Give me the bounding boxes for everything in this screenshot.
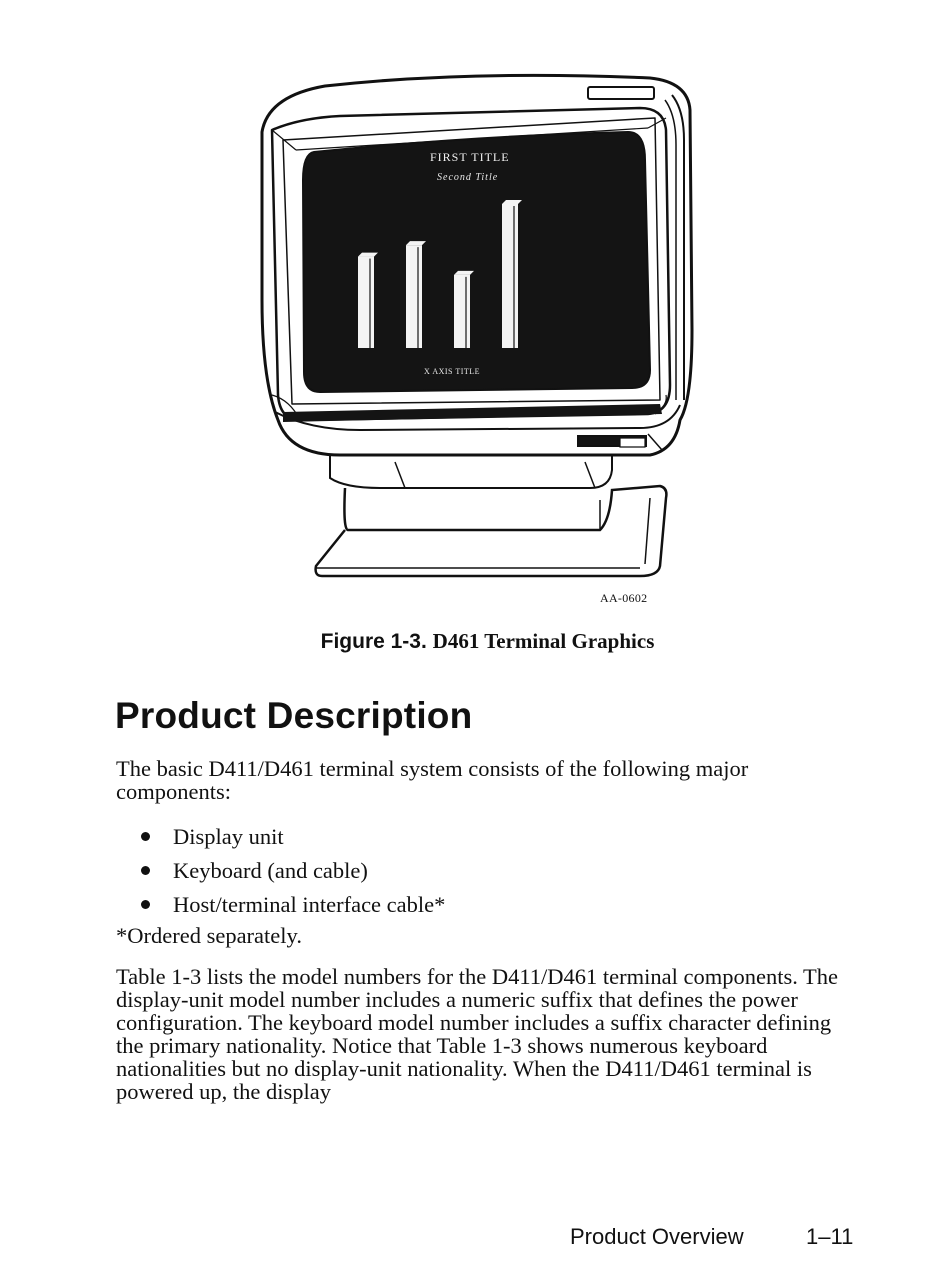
body-paragraph: Table 1-3 lists the model numbers for the D411/D461 terminal components. The display-unit model number includes a numeric suffix that defines the power configuration. The keyboard model number includes a suffix character defining the primary nationality. Notice that Table 1-3 shows numerous keyboard nationalities but no display-unit nationality. When the D411/D461 terminal is powered up, the display: [116, 964, 839, 1104]
page-number: 1–11: [806, 1224, 854, 1249]
monitor-base: [316, 486, 667, 576]
screen-bar-2: [406, 245, 422, 348]
screen-bar-3: [454, 275, 470, 348]
display-screen: [303, 132, 650, 392]
monitor-neck: [330, 455, 612, 488]
screen-title: FIRST TITLE: [430, 150, 510, 164]
screen-bar-4: [502, 204, 518, 348]
section-heading: Product Description: [115, 695, 473, 736]
figure-caption-label: Figure 1-3.: [320, 630, 427, 653]
screen-subtitle: Second Title: [437, 172, 499, 183]
footer-section-title: Product Overview: [570, 1224, 744, 1249]
footnote: *Ordered separately.: [116, 923, 302, 948]
figure-caption: [0, 629, 950, 654]
figure-id: AA-0602: [600, 591, 648, 605]
terminal-drawing: [255, 68, 705, 588]
list-item: Host/terminal interface cable*: [116, 888, 445, 922]
terminal-illustration: [255, 68, 705, 588]
list-item: Keyboard (and cable): [116, 854, 445, 888]
screen-bar-1: [358, 257, 374, 348]
figure-caption-text: D461 Terminal Graphics: [432, 629, 655, 653]
list-item: Display unit: [116, 820, 445, 854]
intro-paragraph: The basic D411/D461 terminal system consists of the following major components:: [116, 756, 749, 804]
screen-axis-title: X AXIS TITLE: [424, 367, 481, 376]
component-list: [116, 820, 445, 922]
